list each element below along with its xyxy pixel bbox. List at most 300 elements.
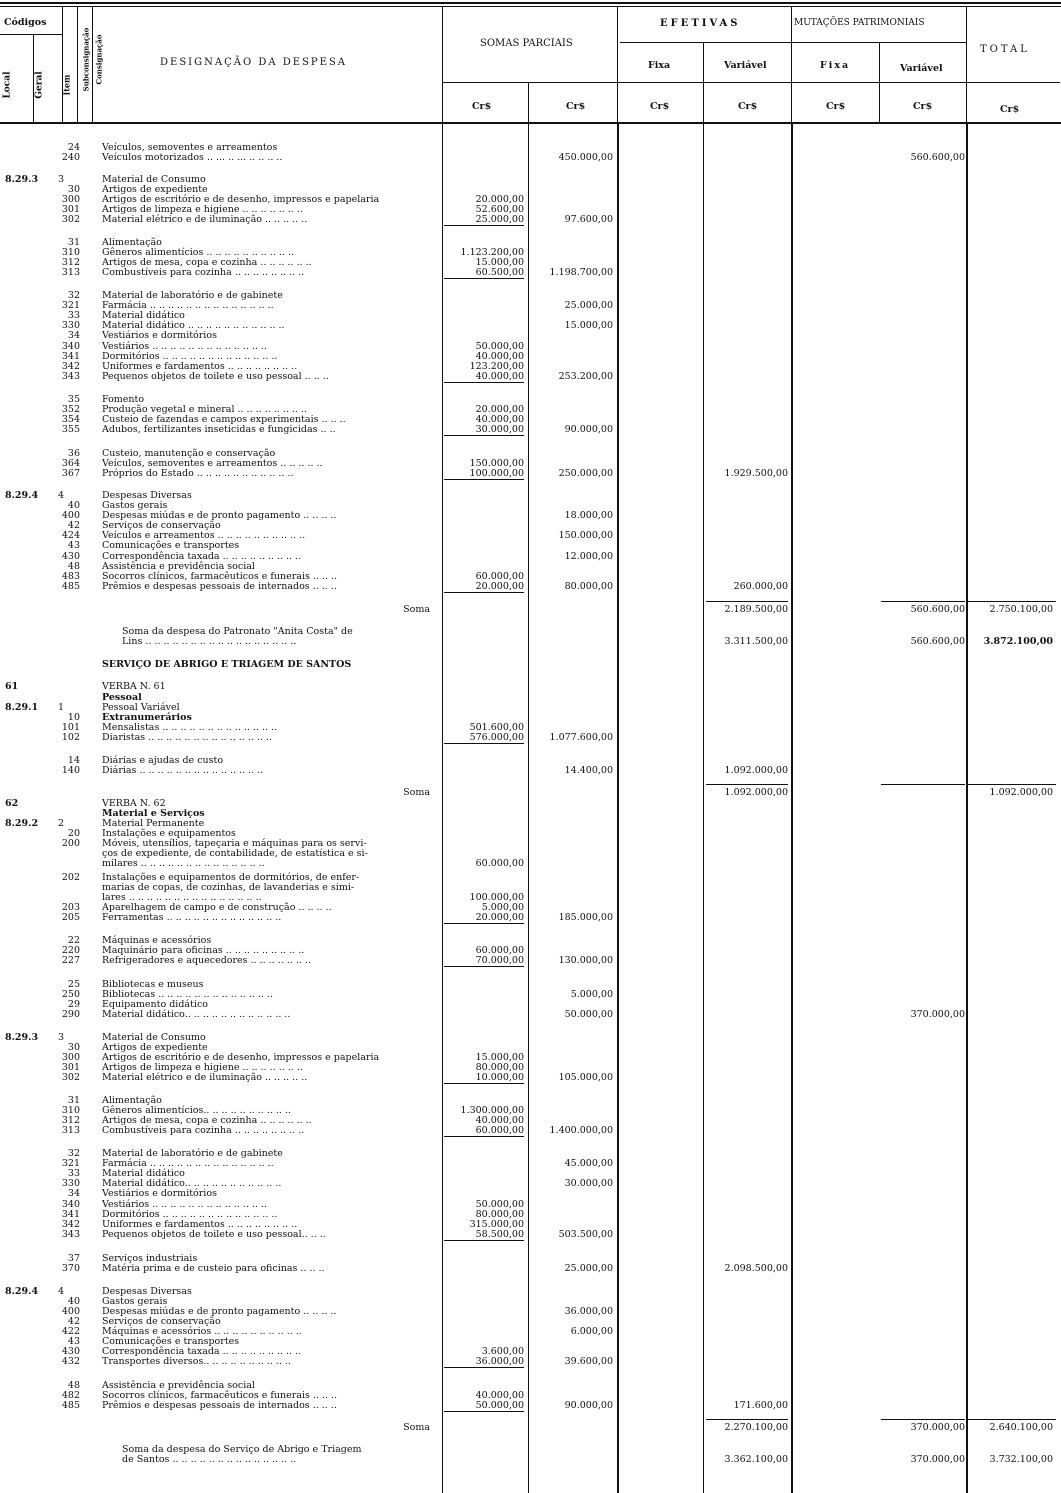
item-code: 202 bbox=[61, 872, 80, 883]
item-code: 321 bbox=[61, 300, 80, 311]
amount-v6: 370.000,00 bbox=[910, 1009, 965, 1020]
table-row bbox=[0, 1400, 1061, 1411]
amount-v4: 2.189.500,00 bbox=[724, 604, 788, 615]
amount-v2: 1.077.600,00 bbox=[549, 732, 613, 743]
designation-text: Diárias e ajudas de custo bbox=[102, 755, 224, 766]
amount-v2: 50.000,00 bbox=[564, 1009, 613, 1020]
item-code: 370 bbox=[61, 1263, 80, 1274]
designation-text: Dormitórios .. .. .. .. .. .. .. .. .. .. .. .. .. bbox=[102, 1209, 278, 1220]
designation-text: lares .. .. .. .. .. .. .. .. .. .. .. .. .. .. .. bbox=[102, 892, 262, 903]
soma-rule bbox=[706, 784, 788, 785]
item-code: 203 bbox=[61, 902, 80, 913]
soma-rule bbox=[881, 784, 965, 785]
table-row bbox=[0, 1454, 1061, 1465]
table-row bbox=[0, 540, 1061, 551]
divider bbox=[528, 82, 529, 124]
designation-text: Veículos, semoventes e arreamentos .. .. .. .. .. bbox=[102, 458, 323, 469]
table-row bbox=[0, 267, 1061, 278]
table-row bbox=[0, 955, 1061, 966]
designation-text: SERVIÇO DE ABRIGO E TRIAGEM DE SANTOS bbox=[102, 659, 352, 670]
item-label: Item bbox=[61, 74, 72, 96]
subconsignacao-label: Subconsignação bbox=[81, 27, 91, 92]
designation-text: Equipamento didático bbox=[102, 999, 208, 1010]
item-code: 10 bbox=[67, 712, 80, 723]
codigos-rule bbox=[0, 34, 62, 35]
subtotal-rule bbox=[444, 1367, 524, 1368]
variavel2-label: Variável bbox=[900, 63, 943, 74]
designation-text: Lins .. .. .. .. .. .. .. .. .. .. .. .. .. .. .. .. .. bbox=[122, 636, 297, 647]
amount-v2: 1.198.700,00 bbox=[549, 267, 613, 278]
designation-text: VERBA N. 62 bbox=[102, 798, 166, 809]
amount-v1: 80.000,00 bbox=[475, 1062, 524, 1073]
designation-text: Maquinário para oficinas .. .. .. .. .. .. .. .. .. bbox=[102, 945, 305, 956]
local-label: Local bbox=[2, 71, 13, 99]
item-code: 43 bbox=[67, 1336, 80, 1347]
table-row bbox=[0, 214, 1061, 225]
local-code: 8.29.3 bbox=[5, 1032, 39, 1043]
amount-v1: 60.000,00 bbox=[475, 858, 524, 869]
amount-v1: 15.000,00 bbox=[475, 1052, 524, 1063]
designation-text: Material de laboratório e de gabinete bbox=[102, 290, 283, 301]
subheader-rule bbox=[442, 82, 1060, 83]
amount-v7: 3.732.100,00 bbox=[989, 1454, 1053, 1465]
designation-text: Farmácia .. .. .. .. .. .. .. .. .. .. .. .. .. .. bbox=[102, 300, 274, 311]
designation-text: Máquinas e acessórios .. .. .. .. .. .. .. .. .. .. bbox=[102, 1326, 302, 1337]
local-code: 62 bbox=[5, 798, 19, 809]
amount-v7: 1.092.000,00 bbox=[989, 787, 1053, 798]
amount-v1: 20.000,00 bbox=[475, 581, 524, 592]
designation-text: Artigos de escritório e de desenho, impressos e papelaria bbox=[102, 194, 380, 205]
subtotal-rule bbox=[444, 435, 524, 436]
item-code: 312 bbox=[61, 1115, 80, 1126]
local-code: 8.29.4 bbox=[5, 490, 39, 501]
soma-rule bbox=[706, 601, 788, 602]
amount-v4: 2.098.500,00 bbox=[724, 1263, 788, 1274]
item-code: 352 bbox=[61, 404, 80, 415]
designation-text: Pessoal Variável bbox=[102, 702, 180, 713]
amount-v4: 3.311.500,00 bbox=[724, 636, 788, 647]
item-code: 313 bbox=[61, 267, 80, 278]
designation-text: Despesas miúdas e de pronto pagamento .. .. .. .. bbox=[102, 1306, 337, 1317]
amount-v4: 171.600,00 bbox=[733, 1400, 788, 1411]
amount-v1: 52.600,00 bbox=[475, 204, 524, 215]
subtotal-rule bbox=[444, 923, 524, 924]
designation-text: Prêmios e despesas pessoais de internados .. .. .. bbox=[102, 581, 337, 592]
designation-text: Artigos de limpeza e higiene .. .. .. .. .. .. .. bbox=[102, 204, 303, 215]
designation-text: Uniformes e fardamentos .. .. .. .. .. .. .. .. bbox=[102, 361, 298, 372]
subtotal-rule bbox=[444, 743, 524, 744]
geral-code: 4 bbox=[57, 490, 64, 501]
consignacao-label: Consignação bbox=[94, 34, 104, 85]
item-code: 400 bbox=[61, 510, 80, 521]
designation-text: Custeio de fazendas e campos experimentais .. .. .. bbox=[102, 414, 346, 425]
amount-v7: 3.872.100,00 bbox=[983, 636, 1053, 647]
divider bbox=[966, 6, 967, 124]
designation-text: Máquinas e acessórios bbox=[102, 935, 212, 946]
item-code: 33 bbox=[67, 310, 80, 321]
item-code: 430 bbox=[61, 1346, 80, 1357]
item-code: 485 bbox=[61, 581, 80, 592]
amount-v1: 15.000,00 bbox=[475, 257, 524, 268]
designation-text: ços de expediente, de contabilidade, de estatística e si- bbox=[102, 848, 368, 859]
item-code: 140 bbox=[61, 765, 80, 776]
soma-label: Soma bbox=[403, 1422, 430, 1433]
amount-v1: 576.000,00 bbox=[469, 732, 524, 743]
amount-v1: 150.000,00 bbox=[469, 458, 524, 469]
designacao-label: DESIGNAÇÃO DA DESPESA bbox=[160, 57, 348, 68]
local-code: 8.29.4 bbox=[5, 1286, 39, 1297]
table-row bbox=[0, 330, 1061, 341]
subtotal-rule bbox=[444, 479, 524, 480]
currency-label: Cr$ bbox=[650, 101, 670, 112]
item-code: 43 bbox=[67, 540, 80, 551]
amount-v1: 36.000,00 bbox=[475, 1356, 524, 1367]
amount-v2: 90.000,00 bbox=[564, 1400, 613, 1411]
designation-text: Serviços industriais bbox=[102, 1253, 198, 1264]
amount-v2: 150.000,00 bbox=[558, 530, 613, 541]
amount-v2: 15.000,00 bbox=[564, 320, 613, 331]
amount-v1: 40.000,00 bbox=[475, 414, 524, 425]
amount-v2: 5.000,00 bbox=[570, 989, 613, 1000]
subtotal-rule bbox=[444, 1136, 524, 1137]
amount-v1: 40.000,00 bbox=[475, 1115, 524, 1126]
soma-label: Soma bbox=[403, 787, 430, 798]
item-code: 355 bbox=[61, 424, 80, 435]
designation-text: Vestiários e dormitórios bbox=[102, 1188, 217, 1199]
designation-text: Gêneros alimentícios .. .. .. .. .. .. .. .. .. .. bbox=[102, 247, 294, 258]
divider bbox=[617, 6, 618, 124]
item-code: 20 bbox=[67, 828, 80, 839]
table-row bbox=[0, 424, 1061, 435]
amount-v6: 560.600,00 bbox=[910, 604, 965, 615]
designation-text: Material didático .. .. .. .. .. .. .. .. .. .. .. bbox=[102, 320, 285, 331]
item-code: 24 bbox=[67, 142, 80, 153]
designation-text: Soma da despesa do Serviço de Abrigo e Triagem bbox=[122, 1444, 362, 1455]
item-code: 430 bbox=[61, 551, 80, 562]
designation-text: de Santos .. .. .. .. .. .. .. .. .. .. .. .. .. .. bbox=[122, 1454, 297, 1465]
amount-v1: 100.000,00 bbox=[469, 892, 524, 903]
item-code: 35 bbox=[67, 394, 80, 405]
fixa-label: Fixa bbox=[648, 60, 671, 71]
table-row bbox=[0, 732, 1061, 743]
designation-text: Vestiários .. .. .. .. .. .. .. .. .. .. .. .. .. bbox=[102, 341, 267, 352]
amount-v2: 1.400.000,00 bbox=[549, 1125, 613, 1136]
geral-code: 3 bbox=[57, 174, 64, 185]
amount-v1: 40.000,00 bbox=[475, 371, 524, 382]
amount-v6: 370.000,00 bbox=[910, 1422, 965, 1433]
amount-v7: 2.640.100,00 bbox=[989, 1422, 1053, 1433]
table-row bbox=[0, 858, 1061, 869]
currency-label: Cr$ bbox=[1000, 104, 1020, 115]
designation-text: Vestiários e dormitórios bbox=[102, 330, 217, 341]
item-code: 330 bbox=[61, 1178, 80, 1189]
amount-v2: 25.000,00 bbox=[564, 300, 613, 311]
designation-text: Serviços de conservação bbox=[102, 520, 221, 531]
amount-v1: 315.000,00 bbox=[469, 1219, 524, 1230]
item-code: 25 bbox=[67, 979, 80, 990]
item-code: 482 bbox=[61, 1390, 80, 1401]
item-code: 14 bbox=[67, 755, 80, 766]
item-code: 485 bbox=[61, 1400, 80, 1411]
designation-text: Assistência e previdência social bbox=[102, 1380, 255, 1391]
soma-rule bbox=[881, 1419, 965, 1420]
table-row bbox=[0, 787, 1061, 798]
divider bbox=[879, 42, 880, 124]
item-code: 342 bbox=[61, 1219, 80, 1230]
item-code: 301 bbox=[61, 204, 80, 215]
item-code: 310 bbox=[61, 1105, 80, 1116]
amount-v2: 105.000,00 bbox=[558, 1072, 613, 1083]
item-code: 30 bbox=[67, 1042, 80, 1053]
geral-code: 2 bbox=[57, 818, 64, 829]
designation-text: Diaristas .. .. .. .. .. .. .. .. .. .. .. .. .. .. bbox=[102, 732, 272, 743]
item-code: 432 bbox=[61, 1356, 80, 1367]
designation-text: Correspondência taxada .. .. .. .. .. .. .. .. .. bbox=[102, 551, 302, 562]
divider bbox=[77, 6, 78, 124]
item-code: 29 bbox=[67, 999, 80, 1010]
designation-text: Matéria prima e de custeio para oficinas .. .. .. bbox=[102, 1263, 325, 1274]
amount-v7: 2.750.100,00 bbox=[989, 604, 1053, 615]
item-code: 34 bbox=[67, 330, 80, 341]
amount-v2: 450.000,00 bbox=[558, 152, 613, 163]
designation-text: Extranumerários bbox=[102, 712, 192, 723]
geral-code: 1 bbox=[57, 702, 64, 713]
item-code: 30 bbox=[67, 184, 80, 195]
designation-text: Alimentação bbox=[102, 1095, 162, 1106]
item-code: 102 bbox=[61, 732, 80, 743]
designation-text: Instalações e equipamentos de dormitórios, de enfer- bbox=[102, 872, 360, 883]
soma-rule bbox=[968, 601, 1056, 602]
item-code: 227 bbox=[61, 955, 80, 966]
table-row bbox=[0, 581, 1061, 592]
table-row bbox=[0, 681, 1061, 692]
designation-text: Despesas Diversas bbox=[102, 490, 192, 501]
designation-text: Artigos de limpeza e higiene .. .. .. .. .. .. .. bbox=[102, 1062, 303, 1073]
amount-v1: 60.000,00 bbox=[475, 1125, 524, 1136]
amount-v1: 60.000,00 bbox=[475, 945, 524, 956]
item-code: 313 bbox=[61, 1125, 80, 1136]
designation-text: Pequenos objetos de toilete e uso pessoal.. .. .. bbox=[102, 1229, 326, 1240]
amount-v4: 1.929.500,00 bbox=[724, 468, 788, 479]
item-code: 340 bbox=[61, 341, 80, 352]
amount-v1: 70.000,00 bbox=[475, 955, 524, 966]
amount-v2: 6.000,00 bbox=[570, 1326, 613, 1337]
table-row bbox=[0, 1356, 1061, 1367]
item-code: 22 bbox=[67, 935, 80, 946]
table-row bbox=[0, 371, 1061, 382]
amount-v1: 50.000,00 bbox=[475, 1400, 524, 1411]
amount-v2: 18.000,00 bbox=[564, 510, 613, 521]
amount-v1: 3.600,00 bbox=[481, 1346, 524, 1357]
soma-label: Soma bbox=[403, 604, 430, 615]
designation-text: Artigos de escritório e de desenho, impressos e papelaria bbox=[102, 1052, 380, 1063]
designation-text: Refrigeradores e aquecedores .. .. .. .. .. .. .. bbox=[102, 955, 311, 966]
item-code: 200 bbox=[61, 838, 80, 849]
amount-v2: 253.200,00 bbox=[558, 371, 613, 382]
designation-text: Correspondência taxada .. .. .. .. .. .. .. .. .. bbox=[102, 1346, 302, 1357]
amount-v2: 25.000,00 bbox=[564, 1263, 613, 1274]
designation-text: marias de copas, de cozinhas, de lavanderias e simi- bbox=[102, 882, 355, 893]
designation-text: milares .. .. .. .. .. .. .. .. .. .. .. .. .. .. bbox=[102, 858, 265, 869]
amount-v1: 501.600,00 bbox=[469, 722, 524, 733]
subtotal-rule bbox=[444, 1240, 524, 1241]
amount-v1: 123.200,00 bbox=[469, 361, 524, 372]
designation-text: Material didático bbox=[102, 1168, 185, 1179]
currency-label: Cr$ bbox=[913, 101, 933, 112]
table-row bbox=[0, 912, 1061, 923]
designation-text: Gastos gerais bbox=[102, 1296, 168, 1307]
item-code: 343 bbox=[61, 371, 80, 382]
header-bottom-rule bbox=[0, 122, 1061, 124]
amount-v6: 560.600,00 bbox=[910, 636, 965, 647]
local-code: 8.29.2 bbox=[5, 818, 39, 829]
designation-text: Veículos, semoventes e arreamentos bbox=[102, 142, 278, 153]
amount-v1: 20.000,00 bbox=[475, 194, 524, 205]
amount-v1: 50.000,00 bbox=[475, 341, 524, 352]
divider bbox=[442, 6, 443, 124]
designation-text: Material didático bbox=[102, 310, 185, 321]
designation-text: Dormitórios .. .. .. .. .. .. .. .. .. .. .. .. .. bbox=[102, 351, 278, 362]
local-code: 61 bbox=[5, 681, 19, 692]
designation-text: Material e Serviços bbox=[102, 808, 205, 819]
designation-text: Combustíveis para cozinha .. .. .. .. .. .. .. .. bbox=[102, 1125, 305, 1136]
divider bbox=[62, 6, 63, 124]
designation-text: Aparelhagem de campo e de construção .. .. .. .. bbox=[102, 902, 332, 913]
designation-text: Despesas Diversas bbox=[102, 1286, 192, 1297]
item-code: 354 bbox=[61, 414, 80, 425]
amount-v1: 25.000,00 bbox=[475, 214, 524, 225]
item-code: 101 bbox=[61, 722, 80, 733]
item-code: 31 bbox=[67, 237, 80, 248]
amount-v1: 40.000,00 bbox=[475, 1390, 524, 1401]
amount-v4: 2.270.100,00 bbox=[724, 1422, 788, 1433]
item-code: 42 bbox=[67, 1316, 80, 1327]
amount-v1: 20.000,00 bbox=[475, 404, 524, 415]
item-code: 31 bbox=[67, 1095, 80, 1106]
designation-text: Despesas miúdas e de pronto pagamento .. .. .. .. bbox=[102, 510, 337, 521]
item-code: 48 bbox=[67, 561, 80, 572]
designation-text: Pessoal bbox=[102, 692, 142, 703]
amount-v2: 14.400,00 bbox=[564, 765, 613, 776]
designation-text: Soma da despesa do Patronato "Anita Costa" de bbox=[122, 626, 353, 637]
designation-text: Assistência e previdência social bbox=[102, 561, 255, 572]
amount-v2: 45.000,00 bbox=[564, 1158, 613, 1169]
table-row bbox=[0, 636, 1061, 647]
designation-text: Prêmios e despesas pessoais de internados .. .. .. bbox=[102, 1400, 337, 1411]
item-code: 40 bbox=[67, 500, 80, 511]
subtotal-rule bbox=[444, 1411, 524, 1412]
designation-text: VERBA N. 61 bbox=[102, 681, 166, 692]
amount-v1: 58.500,00 bbox=[475, 1229, 524, 1240]
mutacoes-label: MUTAÇÕES PATRIMONIAIS bbox=[794, 18, 925, 28]
subtotal-rule bbox=[444, 966, 524, 967]
currency-label: Cr$ bbox=[738, 101, 758, 112]
subtotal-rule bbox=[444, 382, 524, 383]
item-code: 32 bbox=[67, 1148, 80, 1159]
amount-v1: 100.000,00 bbox=[469, 468, 524, 479]
item-code: 240 bbox=[61, 152, 80, 163]
soma-rule bbox=[968, 784, 1056, 785]
designation-text: Comunicações e transportes bbox=[102, 1336, 240, 1347]
table-row bbox=[0, 1009, 1061, 1020]
table-header bbox=[0, 0, 1061, 125]
table-row bbox=[0, 604, 1061, 615]
designation-text: Veículos motorizados .. ... .. ... .. .. .. .. bbox=[102, 152, 283, 163]
amount-v6: 370.000,00 bbox=[910, 1454, 965, 1465]
item-code: 32 bbox=[67, 290, 80, 301]
amount-v2: 185.000,00 bbox=[558, 912, 613, 923]
table-row bbox=[0, 152, 1061, 163]
item-code: 40 bbox=[67, 1296, 80, 1307]
amount-v1: 40.000,00 bbox=[475, 351, 524, 362]
item-code: 220 bbox=[61, 945, 80, 956]
subtotal-rule bbox=[444, 592, 524, 593]
item-code: 302 bbox=[61, 214, 80, 225]
item-code: 42 bbox=[67, 520, 80, 531]
amount-v4: 3.362.100,00 bbox=[724, 1454, 788, 1465]
codigos-label: Códigos bbox=[4, 17, 47, 28]
designation-text: Gêneros alimentícios.. .. .. .. .. .. .. .. .. .. bbox=[102, 1105, 291, 1116]
amount-v1: 50.000,00 bbox=[475, 1199, 524, 1210]
item-code: 330 bbox=[61, 320, 80, 331]
geral-code: 3 bbox=[57, 1032, 64, 1043]
somas-parciais-label: SOMAS PARCIAIS bbox=[480, 38, 573, 49]
designation-text: Alimentação bbox=[102, 237, 162, 248]
item-code: 301 bbox=[61, 1062, 80, 1073]
amount-v6: 560.600,00 bbox=[910, 152, 965, 163]
designation-text: Móveis, utensílios, tapeçaria e máquinas para os servi- bbox=[102, 838, 367, 849]
designation-text: Diárias .. .. .. .. .. .. .. .. .. .. .. .. .. .. bbox=[102, 765, 264, 776]
local-code: 8.29.3 bbox=[5, 174, 39, 185]
table-row bbox=[0, 659, 1061, 670]
amount-v2: 250.000,00 bbox=[558, 468, 613, 479]
table-row bbox=[0, 1188, 1061, 1199]
item-code: 343 bbox=[61, 1229, 80, 1240]
designation-text: Material elétrico e de iluminação .. .. .. .. .. bbox=[102, 214, 308, 225]
item-code: 340 bbox=[61, 1199, 80, 1210]
variavel-label: Variável bbox=[724, 60, 767, 71]
designation-text: Instalações e equipamentos bbox=[102, 828, 236, 839]
amount-v1: 1.300.000,00 bbox=[460, 1105, 524, 1116]
item-code: 483 bbox=[61, 571, 80, 582]
currency-label: Cr$ bbox=[472, 101, 492, 112]
item-code: 321 bbox=[61, 1158, 80, 1169]
table-row bbox=[0, 1072, 1061, 1083]
designation-text: Ferramentas .. .. .. .. .. .. .. .. .. .. .. .. .. bbox=[102, 912, 282, 923]
amount-v1: 60.000,00 bbox=[475, 571, 524, 582]
designation-text: Serviços de conservação bbox=[102, 1316, 221, 1327]
designation-text: Adubos, fertilizantes inseticidas e fungicidas .. .. bbox=[102, 424, 336, 435]
table-row bbox=[0, 1229, 1061, 1240]
designation-text: Material de laboratório e de gabinete bbox=[102, 1148, 283, 1159]
amount-v2: 39.600,00 bbox=[564, 1356, 613, 1367]
designation-text: Artigos de mesa, copa e cozinha .. .. .. .. .. .. bbox=[102, 257, 312, 268]
total-label: TOTAL bbox=[980, 44, 1030, 55]
item-code: 37 bbox=[67, 1253, 80, 1264]
fixa2-label: Fixa bbox=[820, 60, 851, 71]
geral-code: 4 bbox=[57, 1286, 64, 1297]
item-code: 342 bbox=[61, 361, 80, 372]
item-code: 422 bbox=[61, 1326, 80, 1337]
divider bbox=[703, 42, 704, 124]
designation-text: Bibliotecas e museus bbox=[102, 979, 204, 990]
item-code: 341 bbox=[61, 1209, 80, 1220]
designation-text: Veículos e arreamentos .. .. .. .. .. .. .. .. .. .. bbox=[102, 530, 306, 541]
amount-v2: 90.000,00 bbox=[564, 424, 613, 435]
item-code: 424 bbox=[61, 530, 80, 541]
table-row bbox=[0, 1125, 1061, 1136]
designation-text: Próprios do Estado .. .. .. .. .. .. .. .. .. .. .. bbox=[102, 468, 294, 479]
